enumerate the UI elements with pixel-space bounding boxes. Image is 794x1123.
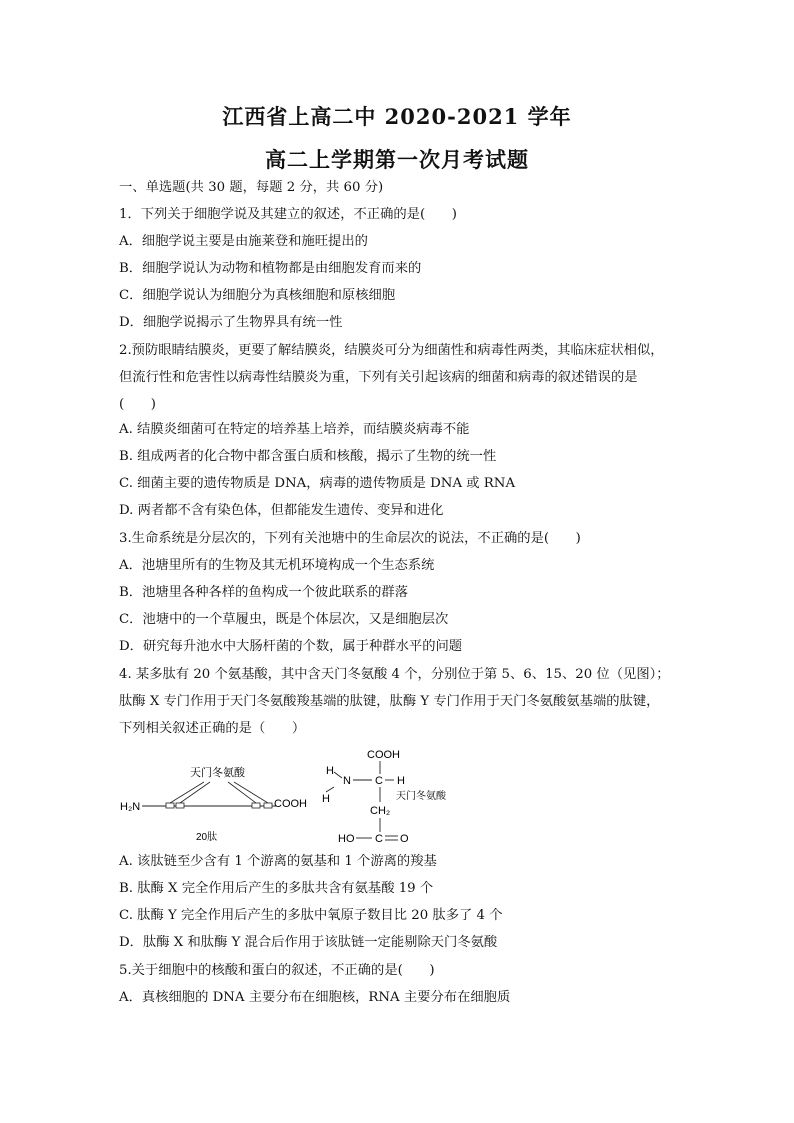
residue-6: [176, 803, 184, 808]
q1-option-c: C．细胞学说认为细胞分为真核细胞和原核细胞: [119, 288, 396, 303]
struct-c2: C: [375, 833, 383, 845]
q4-stem-line3: 下列相关叙述正确的是（ ）: [119, 721, 306, 736]
q3-option-c: C．池塘中的一个草履虫，既是个体层次，又是细胞层次: [119, 612, 449, 627]
struct-o: O: [400, 833, 409, 845]
q4-stem-line2: 肽酶 X 专门作用于天门冬氨酸羧基端的肽键，肽酶 Y 专门作用于天门冬氨酸氨基端的肽键，: [119, 694, 660, 709]
q3-option-a: A．池塘里所有的生物及其无机环境构成一个生态系统: [119, 558, 435, 573]
residue-15: [252, 803, 260, 808]
residue-5: [166, 803, 174, 808]
label-aspartic-acid: 天门冬氨酸: [190, 767, 245, 779]
struct-h-lower: H: [322, 793, 330, 805]
section-heading: 一、单选题(共 30 题，每题 2 分，共 60 分): [119, 180, 384, 195]
q4-option-a: A. 该肽链至少含有 1 个游离的氨基和 1 个游离的羧基: [119, 854, 437, 869]
residue-20: [264, 803, 272, 808]
q1-option-b: B．细胞学说认为动物和植物都是由细胞发育而来的: [119, 261, 422, 276]
q4-stem-line1: 4. 某多肽有 20 个氨基酸，其中含天门冬氨酸 4 个，分别位于第 5、6、15、20 位（见图）；: [119, 667, 670, 682]
q5-stem: 5.关于细胞中的核酸和蛋白的叙述，不正确的是( ): [119, 963, 435, 978]
struct-ch2: CH₂: [370, 805, 391, 817]
q5-option-a: A．真核细胞的 DNA 主要分布在细胞核，RNA 主要分布在细胞质: [119, 990, 511, 1005]
exam-title-line1: 江西省上高二中 2020-2021 学年: [222, 104, 572, 129]
q3-stem: 3.生命系统是分层次的，下列有关池塘中的生命层次的说法，不正确的是( ): [119, 531, 581, 546]
q3-option-d: D．研究每升池水中大肠杆菌的个数，属于种群水平的问题: [119, 639, 463, 654]
q2-stem-line1: 2.预防眼睛结膜炎，更要了解结膜炎，结膜炎可分为细菌性和病毒性两类，其临床症状相似，: [119, 343, 664, 358]
pointer-15: [228, 782, 256, 803]
struct-h2: H: [397, 775, 405, 787]
pointer-6: [180, 782, 210, 803]
struct-h: H: [326, 765, 334, 777]
q2-option-b: B. 组成两者的化合物中都含蛋白质和核酸，揭示了生物的统一性: [119, 449, 497, 464]
q4-option-c: C. 肽酶 Y 完全作用后产生的多肽中氧原子数目比 20 肽多了 4 个: [119, 908, 503, 923]
q2-option-a: A. 结膜炎细菌可在特定的培养基上培养，而结膜炎病毒不能: [119, 422, 470, 437]
struct-label: 天门冬氨酸: [396, 791, 446, 802]
struct-c: C: [375, 775, 383, 787]
q1-stem: 1．下列关于细胞学说及其建立的叙述，不正确的是( ): [119, 207, 457, 222]
struct-bond-5: [326, 787, 334, 792]
q1-option-a: A．细胞学说主要是由施莱登和施旺提出的: [119, 234, 368, 249]
label-h2n: H₂N: [120, 801, 141, 813]
q4-option-b: B. 肽酶 X 完全作用后产生的多肽共含有氨基酸 19 个: [119, 881, 434, 896]
pointer-20: [234, 782, 268, 803]
q4-option-d: D．肽酶 X 和肽酶 Y 混合后作用于该肽链一定能剔除天门冬氨酸: [119, 935, 498, 950]
q2-stem-line2: 但流行性和危害性以病毒性结膜炎为重，下列有关引起该病的细菌和病毒的叙述错误的是: [119, 370, 638, 385]
q3-option-b: B．池塘里各种各样的鱼构成一个彼此联系的群落: [119, 585, 409, 600]
struct-n: N: [343, 775, 351, 787]
q2-stem-line3: ( ): [119, 397, 156, 412]
struct-cooh: COOH: [367, 749, 400, 761]
peptide-diagram: [118, 744, 538, 854]
struct-bond-2: [334, 772, 342, 778]
peptide-figure: [118, 744, 538, 854]
q1-option-d: D．细胞学说揭示了生物界具有统一性: [119, 315, 343, 330]
q2-option-d: D. 两者都不含有染色体，但都能发生遗传、变异和进化: [119, 503, 444, 518]
struct-ho: HO: [338, 833, 355, 845]
exam-title-line2: 高二上学期第一次月考试题: [265, 147, 529, 172]
pointer-5: [170, 782, 204, 803]
label-cooh: COOH: [274, 798, 307, 810]
label-20-peptide: 20肽: [196, 832, 218, 843]
q2-option-c: C. 细菌主要的遗传物质是 DNA，病毒的遗传物质是 DNA 或 RNA: [119, 476, 516, 491]
